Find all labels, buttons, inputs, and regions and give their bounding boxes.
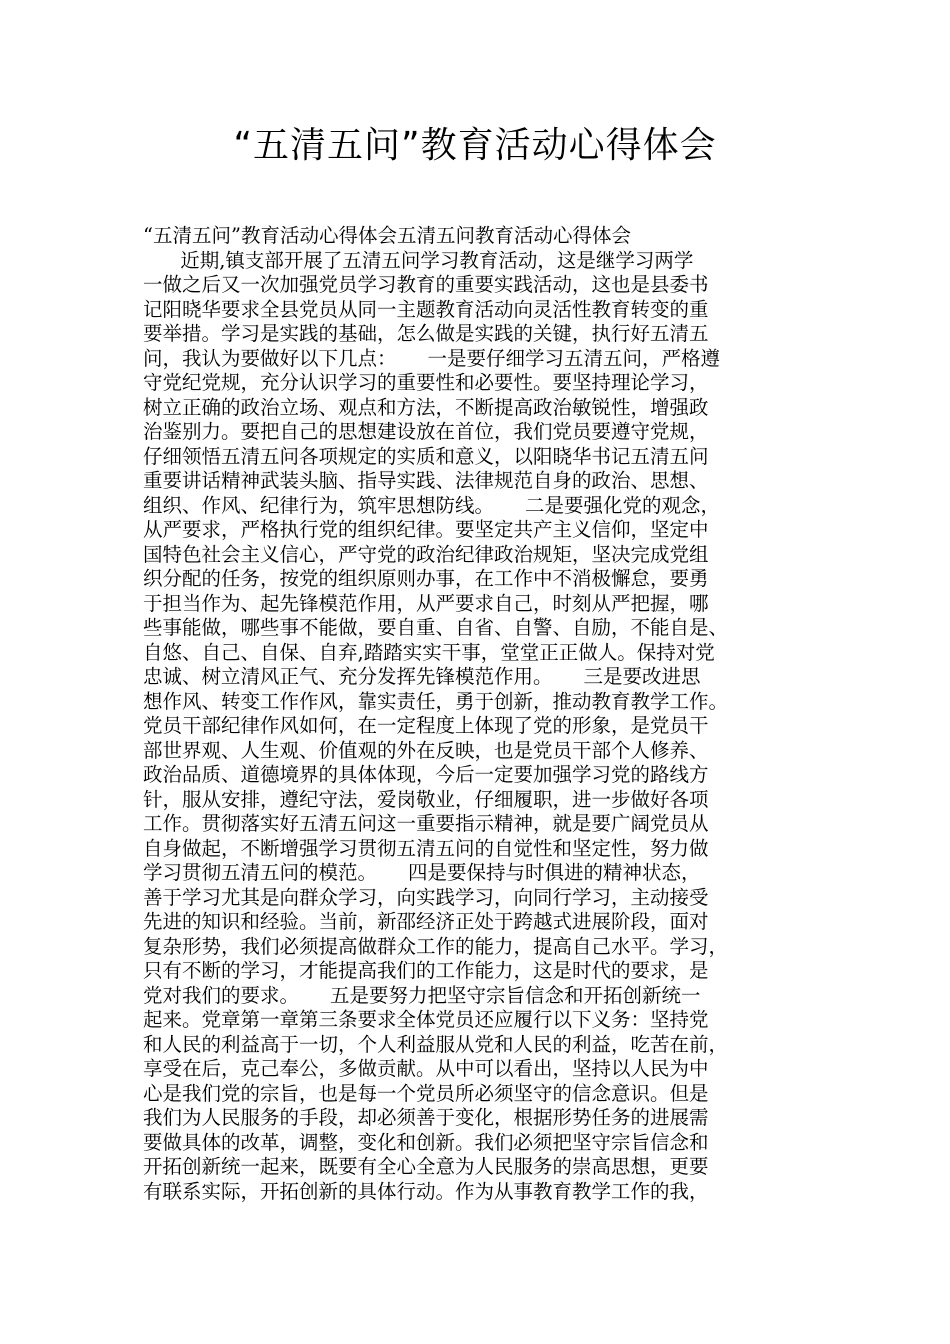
body-line: 起来。党章第一章第三条要求全体党员还应履行以下义务：坚持党 — [143, 1008, 709, 1031]
body-line: “五清五问”教育活动心得体会五清五问教育活动心得体会 — [143, 224, 631, 247]
body-line: 治鉴别力。要把自己的思想建设放在首位，我们党员要遵守党规， — [143, 420, 709, 443]
body-line: 和人民的利益高于一切，个人利益服从党和人民的利益，吃苦在前， — [143, 1032, 729, 1056]
body-line: 一做之后又一次加强党员学习教育的重要实践活动，这也是县委书 — [143, 273, 709, 296]
document-body — [143, 224, 823, 1204]
body-line: 开拓创新统一起来，既要有全心全意为人民服务的崇高思想，更要 — [143, 1155, 709, 1178]
body-line: 复杂形势，我们必须提高做群众工作的能力，提高自己水平。学习， — [143, 934, 729, 958]
body-line: 从严要求，严格执行党的组织纪律。要坚定共产主义信仰，坚定中 — [143, 518, 709, 541]
body-line: 学习贯彻五清五问的模范。 四是要保持与时俱进的精神状态， — [143, 861, 701, 884]
body-line: 针，服从安排，遵纪守法，爱岗敬业，仔细履职，进一步做好各项 — [143, 787, 709, 811]
body-line: 自悠、自己、自保、自弃,踏踏实实干事，堂堂正正做人。保持对党 — [143, 640, 715, 664]
body-line: 要做具体的改革，调整，变化和创新。我们必须把坚守宗旨信念和 — [143, 1130, 709, 1154]
body-line: 党对我们的要求。 五是要努力把坚守宗旨信念和开拓创新统一 — [143, 983, 701, 1007]
body-line: 问，我认为要做好以下几点： 一是要仔细学习五清五问，严格遵 — [143, 346, 720, 370]
body-line: 重要讲话精神武装头脑、指导实践、法律规范自身的政治、思想、 — [143, 469, 709, 492]
body-line: 记阳晓华要求全县党员从同一主题教育活动向灵活性教育转变的重 — [143, 297, 709, 321]
body-line: 要举措。学习是实践的基础，怎么做是实践的关键，执行好五清五 — [143, 322, 709, 345]
body-line: 党员干部纪律作风如何，在一定程度上体现了党的形象，是党员干 — [143, 714, 709, 737]
document-title: “五清五问”教育活动心得体会 — [233, 125, 717, 166]
body-line: 只有不断的学习，才能提高我们的工作能力，这是时代的要求，是 — [143, 959, 709, 982]
body-line: 先进的知识和经验。当前，新邵经济正处于跨越式进展阶段，面对 — [143, 910, 709, 933]
body-line: 国特色社会主义信心，严守党的政治纪律政治规矩，坚决完成党组 — [143, 542, 709, 566]
body-line: 享受在后，克己奉公，多做贡献。从中可以看出，坚持以人民为中 — [143, 1057, 709, 1080]
body-line: 我们为人民服务的手段，却必须善于变化，根据形势任务的进展需 — [143, 1106, 709, 1129]
body-line: 忠诚、树立清风正气、充分发挥先锋模范作用。 三是要改进思 — [143, 665, 701, 688]
body-line: 自身做起，不断增强学习贯彻五清五问的自觉性和坚定性，努力做 — [143, 836, 709, 860]
body-line: 部世界观、人生观、价值观的外在反映，也是党员干部个人修养、 — [143, 738, 709, 762]
body-line: 近期,镇支部开展了五清五问学习教育活动，这是继学习两学 — [143, 248, 694, 272]
body-line: 工作。贯彻落实好五清五问这一重要指示精神，就是要广阔党员从 — [143, 812, 709, 835]
body-line: 守党纪党规，充分认识学习的重要性和必要性。要坚持理论学习， — [143, 371, 709, 394]
body-line: 树立正确的政治立场、观点和方法，不断提高政治敏锐性，增强政 — [143, 395, 709, 419]
body-line: 想作风、转变工作作风，靠实责任，勇于创新，推动教育教学工作。 — [143, 689, 729, 713]
body-line: 心是我们党的宗旨，也是每一个党员所必须坚守的信念意识。但是 — [143, 1081, 709, 1105]
body-line: 仔细领悟五清五问各项规定的实质和意义，以阳晓华书记五清五问 — [143, 444, 709, 468]
body-line: 于担当作为、起先锋模范作用，从严要求自己，时刻从严把握，哪 — [143, 591, 709, 615]
body-line: 政治品质、道德境界的具体体现，今后一定要加强学习党的路线方 — [143, 763, 709, 786]
body-line: 有联系实际，开拓创新的具体行动。作为从事教育教学工作的我， — [143, 1179, 709, 1203]
body-line: 组织、作风、纪律行为，筑牢思想防线。 二是要强化党的观念， — [143, 493, 720, 517]
body-line: 织分配的任务，按党的组织原则办事，在工作中不消极懈怠，要勇 — [143, 567, 709, 590]
body-line: 些事能做，哪些事不能做，要自重、自省、自警、自励，不能自是、 — [143, 616, 729, 639]
body-line: 善于学习尤其是向群众学习，向实践学习，向同行学习，主动接受 — [143, 885, 709, 909]
